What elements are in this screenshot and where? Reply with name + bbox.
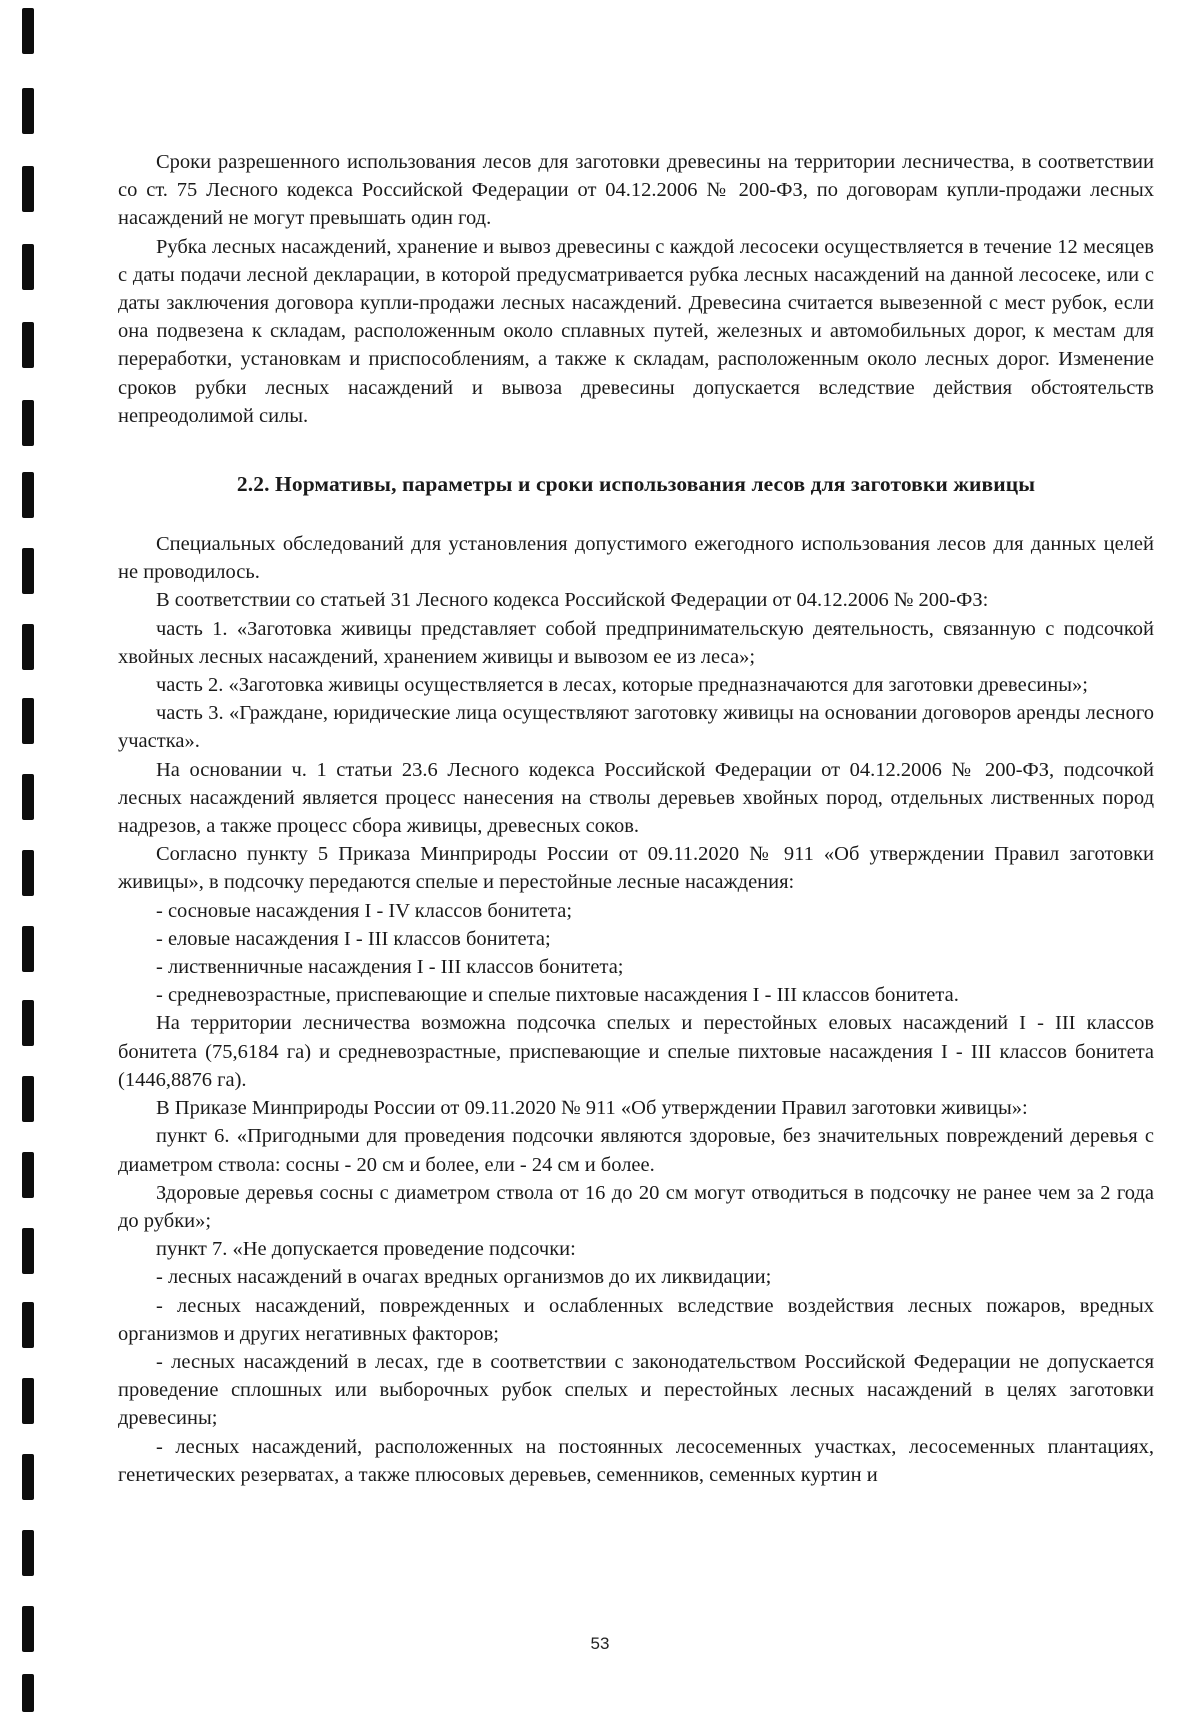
binding-mark: [22, 548, 34, 594]
paragraph: пункт 6. «Пригодными для проведения подсочки являются здоровые, без значительных повреждений деревья с диаметром ствола: сосны - 20 см и более, ели - 24 см и более.: [118, 1125, 1154, 1176]
binding-mark: [22, 850, 34, 896]
paragraph: пункт 7. «Не допускается проведение подсочки:: [156, 1238, 576, 1261]
page-body: [118, 148, 1154, 1489]
list-item: - лесных насаждений, расположенных на постоянных лесосеменных участках, лесосеменных плантациях, генетических резерватах, а также плюсовых деревьев, семенников, семенных куртин и: [118, 1435, 1154, 1486]
list-item: - лесных насаждений в очагах вредных организмов до их ликвидации;: [156, 1266, 772, 1289]
paragraph: На территории лесничества возможна подсочка спелых и перестойных еловых насаждений I - III классов бонитета (75,6184 га) и средневозрастные, приспевающие и спелые пихтовые насаждения I - III классов бонитета (1446,8876 га).: [118, 1012, 1154, 1091]
paragraph: В Приказе Минприроды России от 09.11.2020 № 911 «Об утверждении Правил заготовки живицы»:: [156, 1097, 1028, 1120]
binding-mark: [22, 1000, 34, 1046]
binding-mark: [22, 1674, 34, 1712]
list-item: - лесных насаждений, поврежденных и ослабленных вследствие воздействия лесных пожаров, вредных организмов и других негативных факторов;: [118, 1294, 1154, 1345]
paragraph: Согласно пункту 5 Приказа Минприроды России от 09.11.2020 № 911 «Об утверждении Правил заготовки живицы», в подсочку передаются спелые и перестойные лесные насаждения:: [118, 843, 1154, 894]
paragraph: Здоровые деревья сосны с диаметром ствола от 16 до 20 см могут отводиться в подсочку не ранее чем за 2 года до рубки»;: [118, 1181, 1154, 1232]
page-number: 53: [590, 1634, 610, 1653]
binding-mark: [22, 400, 34, 446]
list-item: - средневозрастные, приспевающие и спелые пихтовые насаждения I - III классов бонитета.: [156, 984, 959, 1007]
paragraph: часть 1. «Заготовка живицы представляет собой предпринимательскую деятельность, связанную с подсочкой хвойных лесных насаждений, хранением живицы и вывозом ее из леса»;: [118, 617, 1154, 668]
paragraph: Рубка лесных насаждений, хранение и вывоз древесины с каждой лесосеки осуществляется в течение 12 месяцев с даты подачи лесной декларации, в которой предусматривается рубка лесных насаждений на данной лесосеке, или с даты заключения договора купли-продажи лесных насаждений. Древесина считается вывезенной с мест рубок, если она подвезена к складам, расположенным около сплавных путей, железных и автомобильных дорог, к местам для переработки, установкам и приспособлениям, а также к складам, расположенным около лесных дорог. Изменение сроков рубки лесных насаждений и вывоза древесины допускается вследствие действия обстоятельств непреодолимой силы.: [118, 235, 1154, 427]
section-heading: 2.2. Нормативы, параметры и сроки использования лесов для заготовки живицы: [236, 472, 1036, 497]
binding-mark: [22, 244, 34, 290]
paragraph: В соответствии со статьей 31 Лесного кодекса Российской Федерации от 04.12.2006 № 200-ФЗ:: [156, 589, 989, 612]
binding-mark: [22, 88, 34, 134]
binding-mark: [22, 1530, 34, 1576]
paragraph: Сроки разрешенного использования лесов для заготовки древесины на территории лесничества, в соответствии со ст. 75 Лесного кодекса Российской Федерации от 04.12.2006 № 200-ФЗ, по договорам купли-продажи лесных насаждений не могут превышать один год.: [118, 151, 1154, 230]
binding-mark: [22, 698, 34, 744]
binding-mark: [22, 1454, 34, 1500]
paragraph: На основании ч. 1 статьи 23.6 Лесного кодекса Российской Федерации от 04.12.2006 № 200-ФЗ, подсочкой лесных насаждений является процесс нанесения на стволы деревьев хвойных пород, отдельных лиственных пород надрезов, а также процесс сбора живицы, древесных соков.: [118, 758, 1154, 838]
binding-mark: [22, 472, 34, 518]
binding-marks: [0, 0, 40, 1712]
binding-mark: [22, 926, 34, 972]
list-item: - еловые насаждения I - III классов бонитета;: [156, 927, 551, 950]
paragraph: часть 3. «Граждане, юридические лица осуществляют заготовку живицы на основании договоров аренды лесного участка».: [118, 702, 1154, 753]
binding-mark: [22, 1152, 34, 1198]
paragraph: часть 2. «Заготовка живицы осуществляется в лесах, которые предназначаются для заготовки древесины»;: [156, 674, 1088, 697]
list-item: - сосновые насаждения I - IV классов бонитета;: [156, 899, 573, 922]
binding-mark: [22, 322, 34, 368]
binding-mark: [22, 1302, 34, 1348]
list-item: - лесных насаждений в лесах, где в соответствии с законодательством Российской Федерации не допускается проведение сплошных или выборочных рубок спелых и перестойных лесных насаждений в целях заготовки древесины;: [118, 1350, 1154, 1430]
binding-mark: [22, 1228, 34, 1274]
binding-mark: [22, 1076, 34, 1122]
list-item: - лиственничные насаждения I - III классов бонитета;: [156, 956, 624, 979]
binding-mark: [22, 166, 34, 212]
binding-mark: [22, 624, 34, 670]
binding-mark: [22, 8, 34, 54]
binding-mark: [22, 1378, 34, 1424]
binding-mark: [22, 774, 34, 820]
paragraph: Специальных обследований для установления допустимого ежегодного использования лесов для данных целей не проводилось.: [118, 533, 1154, 584]
